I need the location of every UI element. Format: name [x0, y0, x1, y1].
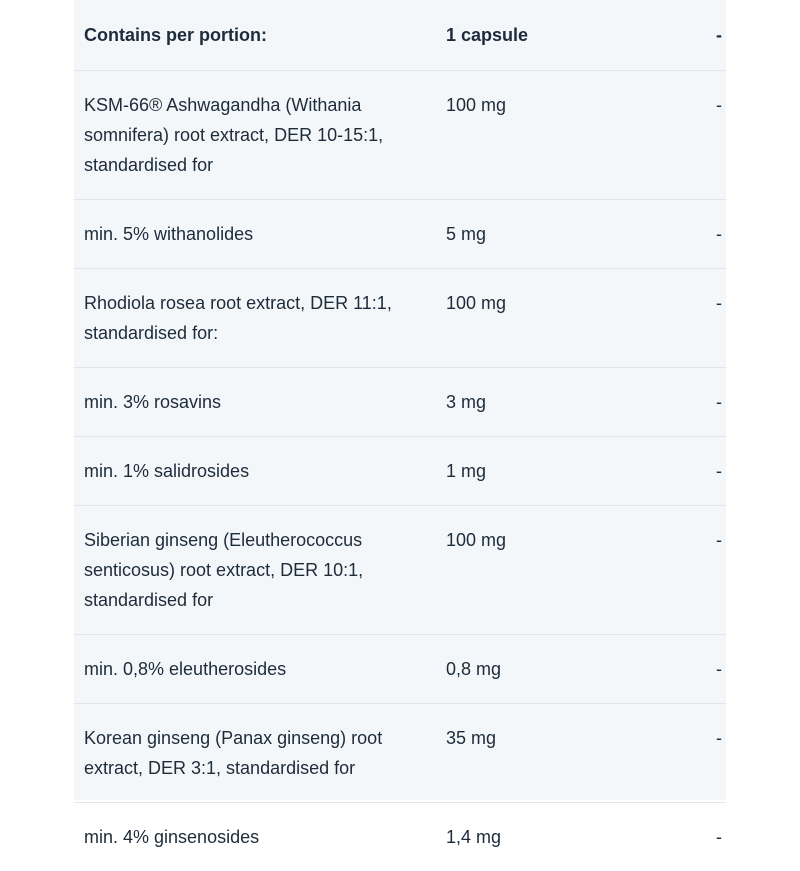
header-amount: 1 capsule — [446, 0, 668, 71]
ingredient-amount: 100 mg — [446, 71, 668, 200]
ingredient-name: min. 3% rosavins — [74, 368, 446, 437]
ingredients-table — [74, 0, 726, 871]
ingredient-name: min. 4% ginsenosides — [74, 803, 446, 871]
header-portion: Contains per portion: — [74, 0, 446, 71]
table-row — [74, 200, 726, 269]
ingredient-reference-value: - — [668, 704, 726, 803]
table-row — [74, 71, 726, 200]
ingredient-amount: 1 mg — [446, 437, 668, 506]
ingredient-reference-value: - — [668, 368, 726, 437]
ingredient-reference-value: - — [668, 437, 726, 506]
table-row — [74, 506, 726, 635]
table-row — [74, 803, 726, 871]
ingredient-name: KSM-66® Ashwagandha (Withania somnifera) root extract, DER 10-15:1, standardised for — [74, 71, 446, 200]
ingredient-amount: 1,4 mg — [446, 803, 668, 871]
table-header-row — [74, 0, 726, 71]
ingredient-name: min. 5% withanolides — [74, 200, 446, 269]
header-reference-value: - — [668, 0, 726, 71]
ingredient-amount: 100 mg — [446, 269, 668, 368]
ingredient-reference-value: - — [668, 269, 726, 368]
table-row — [74, 635, 726, 704]
ingredient-amount: 3 mg — [446, 368, 668, 437]
ingredient-reference-value: - — [668, 635, 726, 704]
ingredient-name: min. 0,8% eleutherosides — [74, 635, 446, 704]
table-row — [74, 368, 726, 437]
ingredient-amount: 35 mg — [446, 704, 668, 803]
table-row — [74, 269, 726, 368]
ingredient-reference-value: - — [668, 803, 726, 871]
ingredient-name: Rhodiola rosea root extract, DER 11:1, standardised for: — [74, 269, 446, 368]
ingredient-amount: 0,8 mg — [446, 635, 668, 704]
ingredient-name: Siberian ginseng (Eleutherococcus senticosus) root extract, DER 10:1, standardised for — [74, 506, 446, 635]
ingredient-name: Korean ginseng (Panax ginseng) root extract, DER 3:1, standardised for — [74, 704, 446, 803]
ingredient-name: min. 1% salidrosides — [74, 437, 446, 506]
table-row — [74, 704, 726, 803]
ingredient-reference-value: - — [668, 200, 726, 269]
ingredient-amount: 100 mg — [446, 506, 668, 635]
nutrition-table-panel — [74, 0, 726, 800]
ingredient-reference-value: - — [668, 506, 726, 635]
ingredient-amount: 5 mg — [446, 200, 668, 269]
table-row — [74, 437, 726, 506]
ingredient-reference-value: - — [668, 71, 726, 200]
